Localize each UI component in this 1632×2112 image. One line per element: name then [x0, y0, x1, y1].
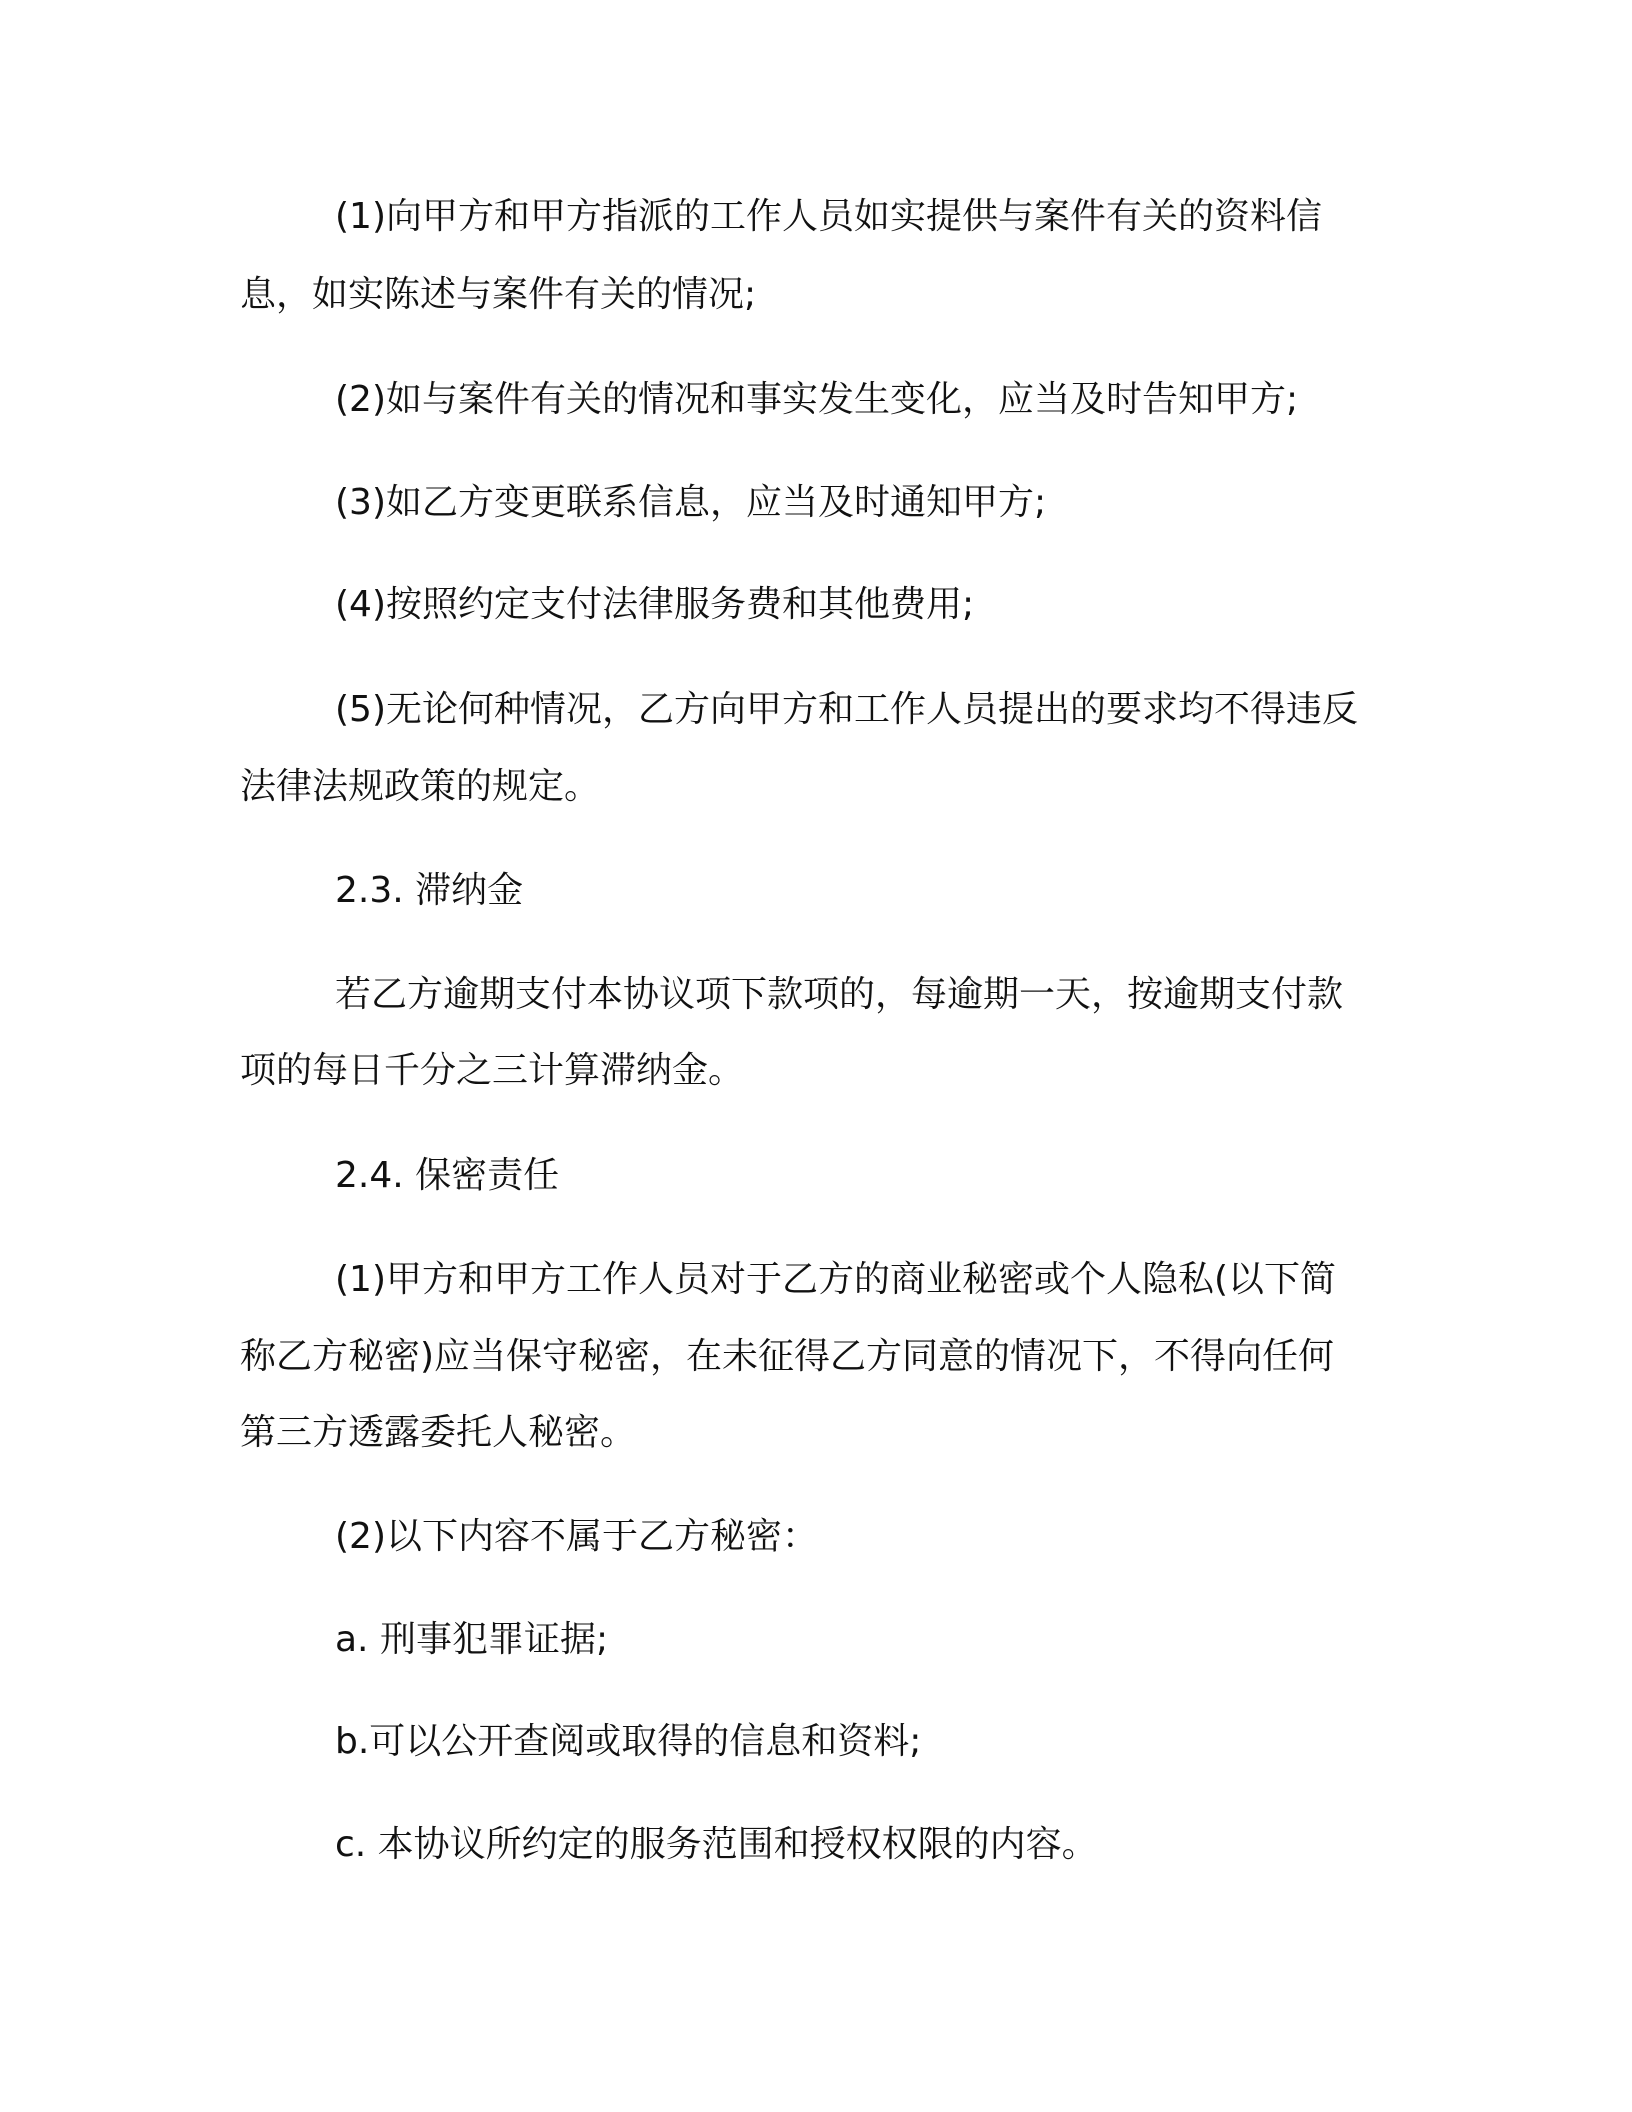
obligation-5-line-1: (5)无论何种情况，乙方向甲方和工作人员提出的要求均不得违反	[335, 689, 1358, 730]
item-b: b.可以公开查阅或取得的信息和资料;	[335, 1721, 922, 1762]
obligation-1-line-1: (1)向甲方和甲方指派的工作人员如实提供与案件有关的资料信	[335, 196, 1322, 237]
section-2-4-heading: 2.4. 保密责任	[335, 1155, 560, 1196]
obligation-5-line-2: 法律法规政策的规定。	[240, 766, 601, 807]
late-fee-line-2: 项的每日千分之三计算滞纳金。	[240, 1050, 745, 1091]
obligation-2: (2)如与案件有关的情况和事实发生变化，应当及时告知甲方;	[335, 379, 1299, 420]
item-a: a. 刑事犯罪证据;	[335, 1619, 609, 1660]
obligation-1-line-2: 息，如实陈述与案件有关的情况;	[240, 274, 757, 315]
obligation-3: (3)如乙方变更联系信息，应当及时通知甲方;	[335, 482, 1047, 523]
confidentiality-1-line-1: (1)甲方和甲方工作人员对于乙方的商业秘密或个人隐私(以下简	[335, 1259, 1337, 1300]
obligation-4: (4)按照约定支付法律服务费和其他费用;	[335, 584, 975, 625]
item-c: c. 本协议所约定的服务范围和授权权限的内容。	[335, 1824, 1098, 1865]
section-2-3-heading: 2.3. 滞纳金	[335, 870, 524, 911]
late-fee-line-1: 若乙方逾期支付本协议项下款项的，每逾期一天，按逾期支付款	[335, 974, 1344, 1015]
confidentiality-1-line-3: 第三方透露委托人秘密。	[240, 1412, 637, 1453]
confidentiality-1-line-2: 称乙方秘密)应当保守秘密，在未征得乙方同意的情况下，不得向任何	[240, 1336, 1335, 1377]
confidentiality-2: (2)以下内容不属于乙方秘密：	[335, 1516, 818, 1557]
